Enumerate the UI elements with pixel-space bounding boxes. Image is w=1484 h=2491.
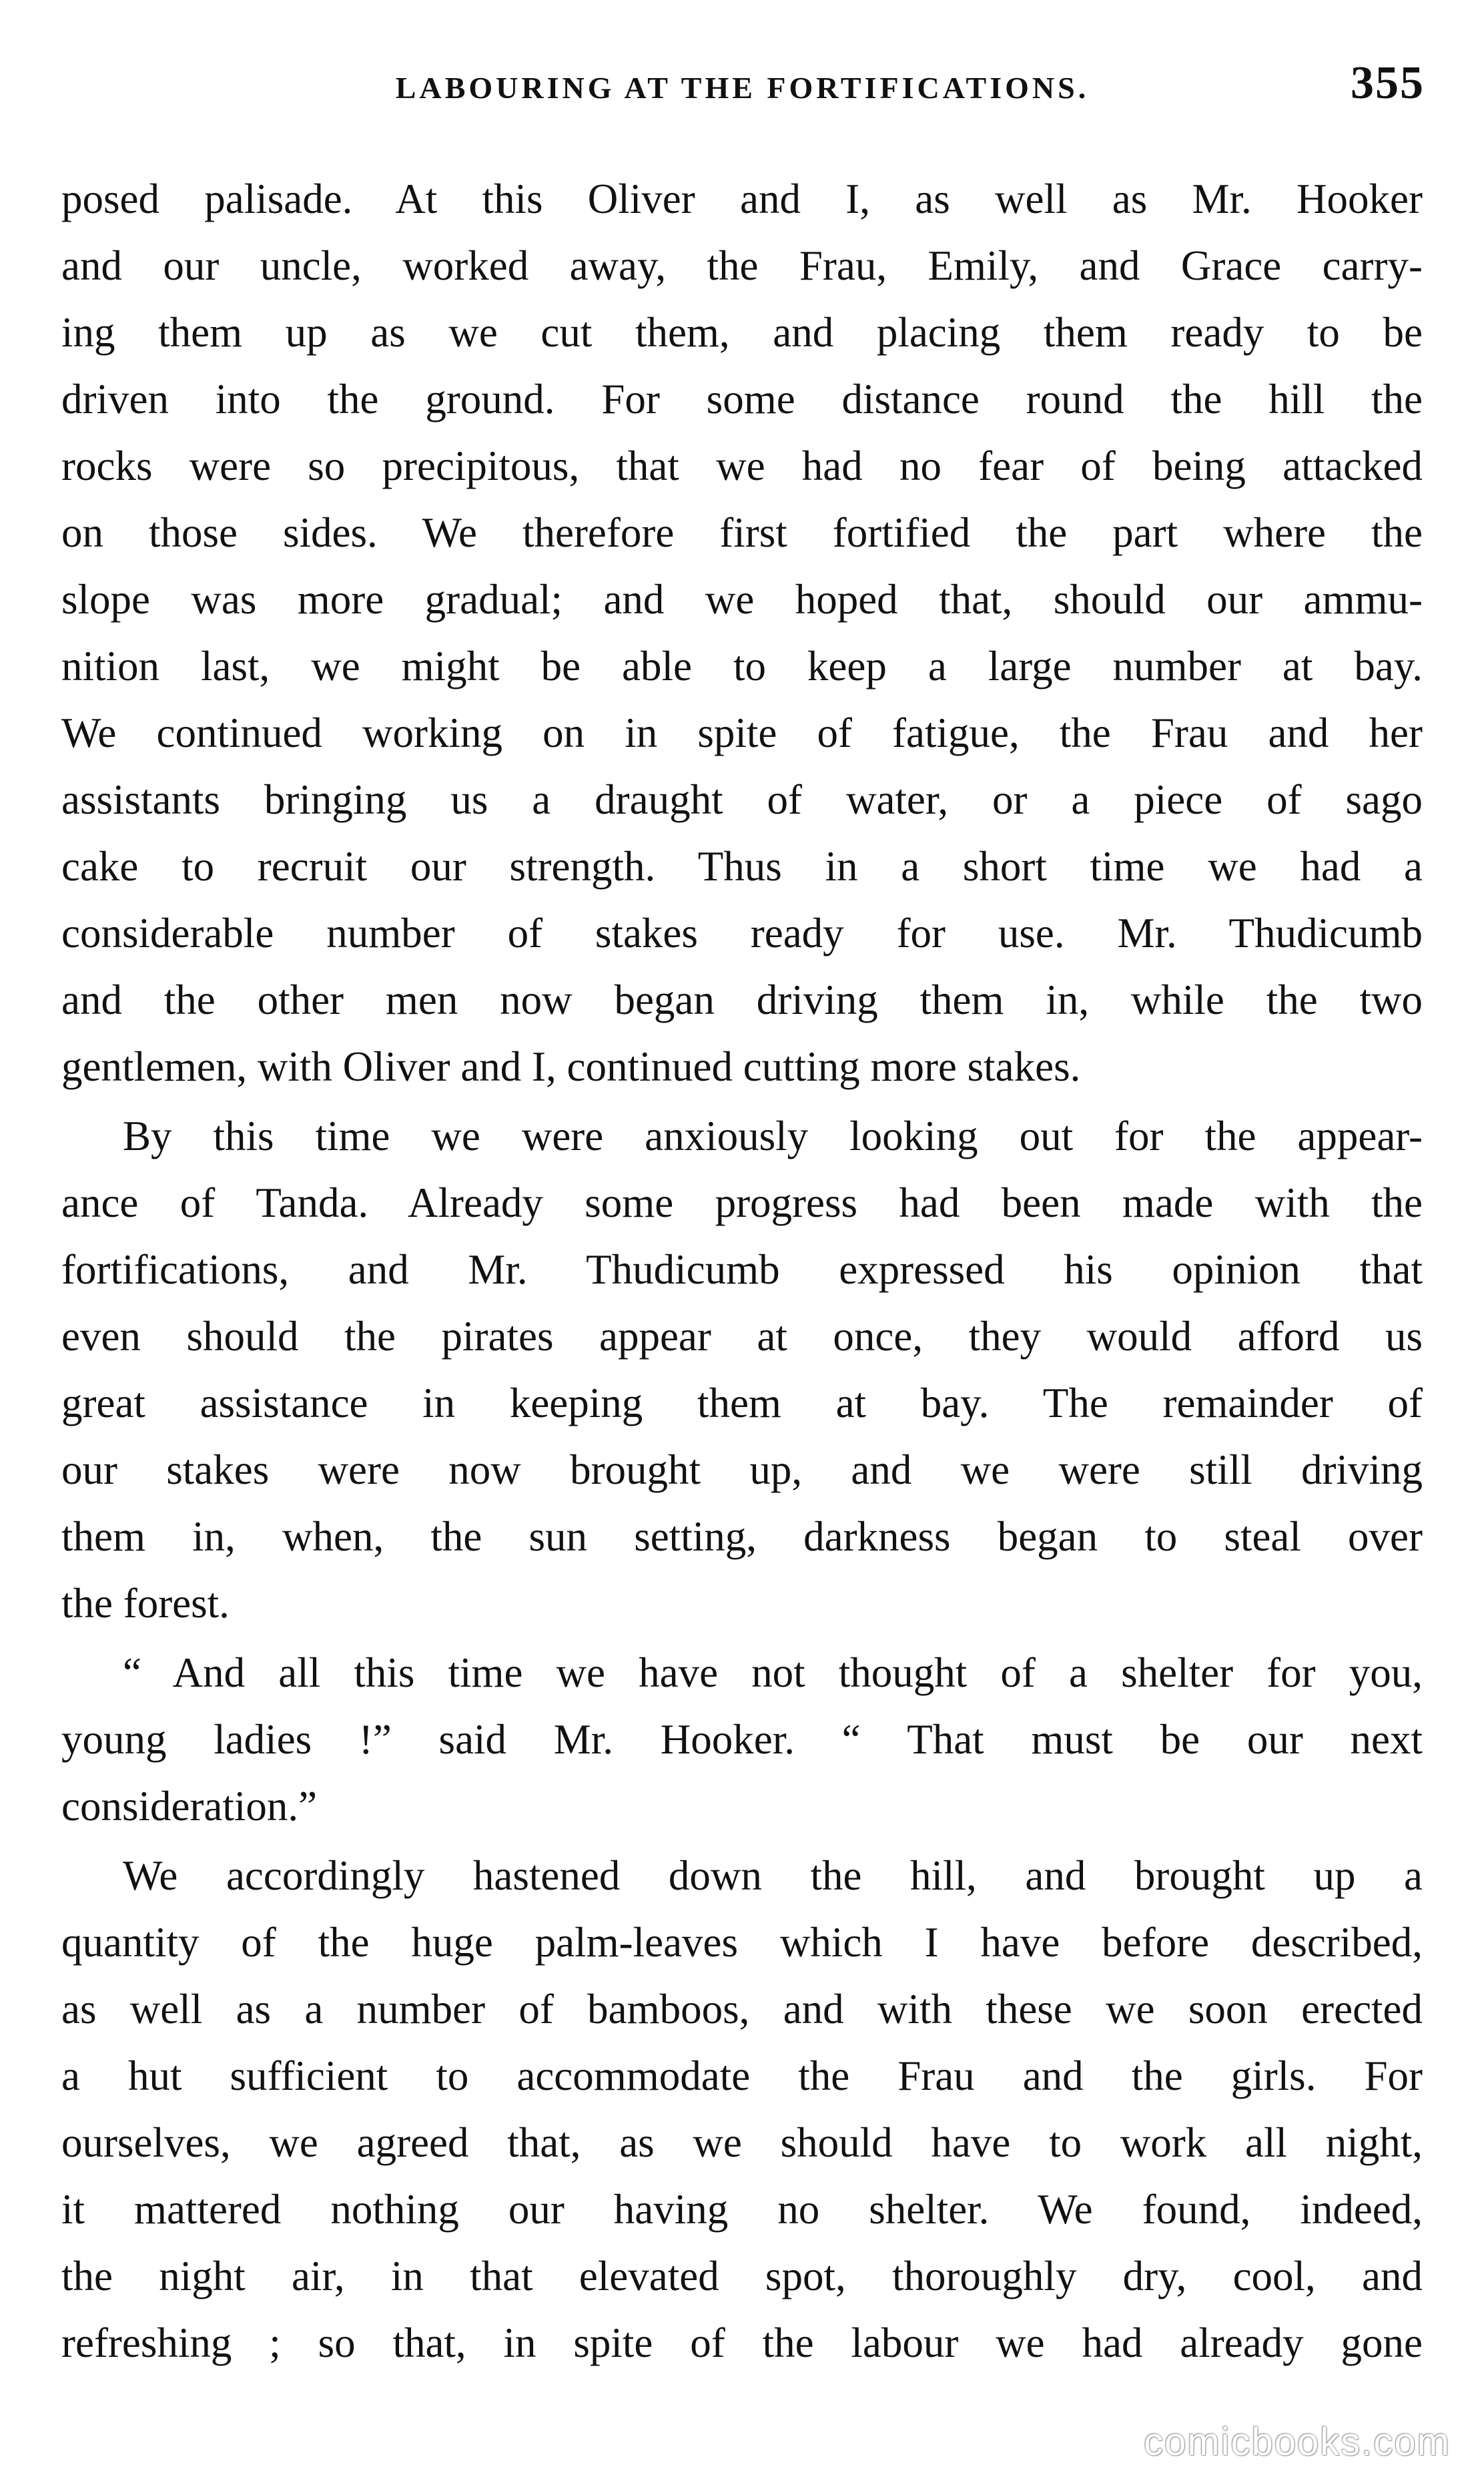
text-line: driven into the ground. For some distance round the hill the: [61, 376, 1423, 423]
text-line: ourselves, we agreed that, as we should have to work all night,: [61, 2119, 1423, 2166]
text-line: even should the pirates appear at once, they would afford us: [61, 1313, 1423, 1360]
text-line: it mattered nothing our having no shelter. We found, indeed,: [61, 2186, 1423, 2233]
text-line: as well as a number of bamboos, and with these we soon erected: [61, 1986, 1423, 2032]
text-line: great assistance in keeping them at bay. The remainder of: [61, 1380, 1423, 1426]
text-line: fortifications, and Mr. Thudicumb expressed his opinion that: [61, 1246, 1423, 1293]
running-head: [60, 57, 1425, 117]
text-line: rocks were so precipitous, that we had no fear of being attacked: [61, 443, 1423, 489]
text-line: young ladies !” said Mr. Hooker. “ That must be our next: [61, 1716, 1423, 1763]
page-number: 355: [1351, 57, 1425, 109]
text-line: considerable number of stakes ready for use. Mr. Thudicumb: [61, 910, 1423, 956]
paragraph: [61, 166, 1423, 1100]
paragraph: [61, 1639, 1423, 1840]
text-line: posed palisade. At this Oliver and I, as well as Mr. Hooker: [61, 176, 1423, 222]
text-line: on those sides. We therefore first fortified the part where the: [61, 509, 1423, 556]
text-line: “ And all this time we have not thought of a shelter for you,: [123, 1649, 1423, 1696]
text-line: ance of Tanda. Already some progress had been made with the: [61, 1179, 1423, 1226]
paragraph: [61, 1103, 1423, 1637]
paragraph: [61, 1842, 1423, 2376]
text-line: cake to recruit our strength. Thus in a short time we had a: [61, 843, 1423, 890]
text-line: We continued working on in spite of fatigue, the Frau and her: [61, 710, 1423, 756]
text-line: consideration.”: [61, 1783, 318, 1830]
text-line: and our uncle, worked away, the Frau, Emily, and Grace carry-: [61, 242, 1423, 289]
text-line: the night air, in that elevated spot, thoroughly dry, cool, and: [61, 2253, 1423, 2299]
text-line: our stakes were now brought up, and we were still driving: [61, 1446, 1423, 1493]
text-line: assistants bringing us a draught of water, or a piece of sago: [61, 776, 1423, 823]
text-line: gentlemen, with Oliver and I, continued cutting more stakes.: [61, 1043, 1081, 1090]
body-text: [61, 166, 1423, 2376]
text-line: refreshing ; so that, in spite of the labour we had already gone: [61, 2319, 1423, 2366]
watermark: comicbooks.com: [1144, 2420, 1451, 2464]
text-line: ing them up as we cut them, and placing them ready to be: [61, 309, 1423, 356]
text-line: the forest.: [61, 1580, 230, 1627]
running-title: LABOURING AT THE FORTIFICATIONS.: [395, 71, 1090, 105]
text-line: them in, when, the sun setting, darkness began to steal over: [61, 1513, 1423, 1560]
text-line: By this time we were anxiously looking out for the appear-: [123, 1113, 1423, 1159]
text-line: and the other men now began driving them in, while the two: [61, 977, 1423, 1023]
text-line: quantity of the huge palm-leaves which I have before described,: [61, 1919, 1423, 1966]
text-line: a hut sufficient to accommodate the Frau and the girls. For: [61, 2052, 1423, 2099]
text-line: nition last, we might be able to keep a large number at bay.: [61, 643, 1423, 689]
text-line: We accordingly hastened down the hill, and brought up a: [123, 1852, 1423, 1899]
text-line: slope was more gradual; and we hoped that, should our ammu-: [61, 576, 1423, 623]
